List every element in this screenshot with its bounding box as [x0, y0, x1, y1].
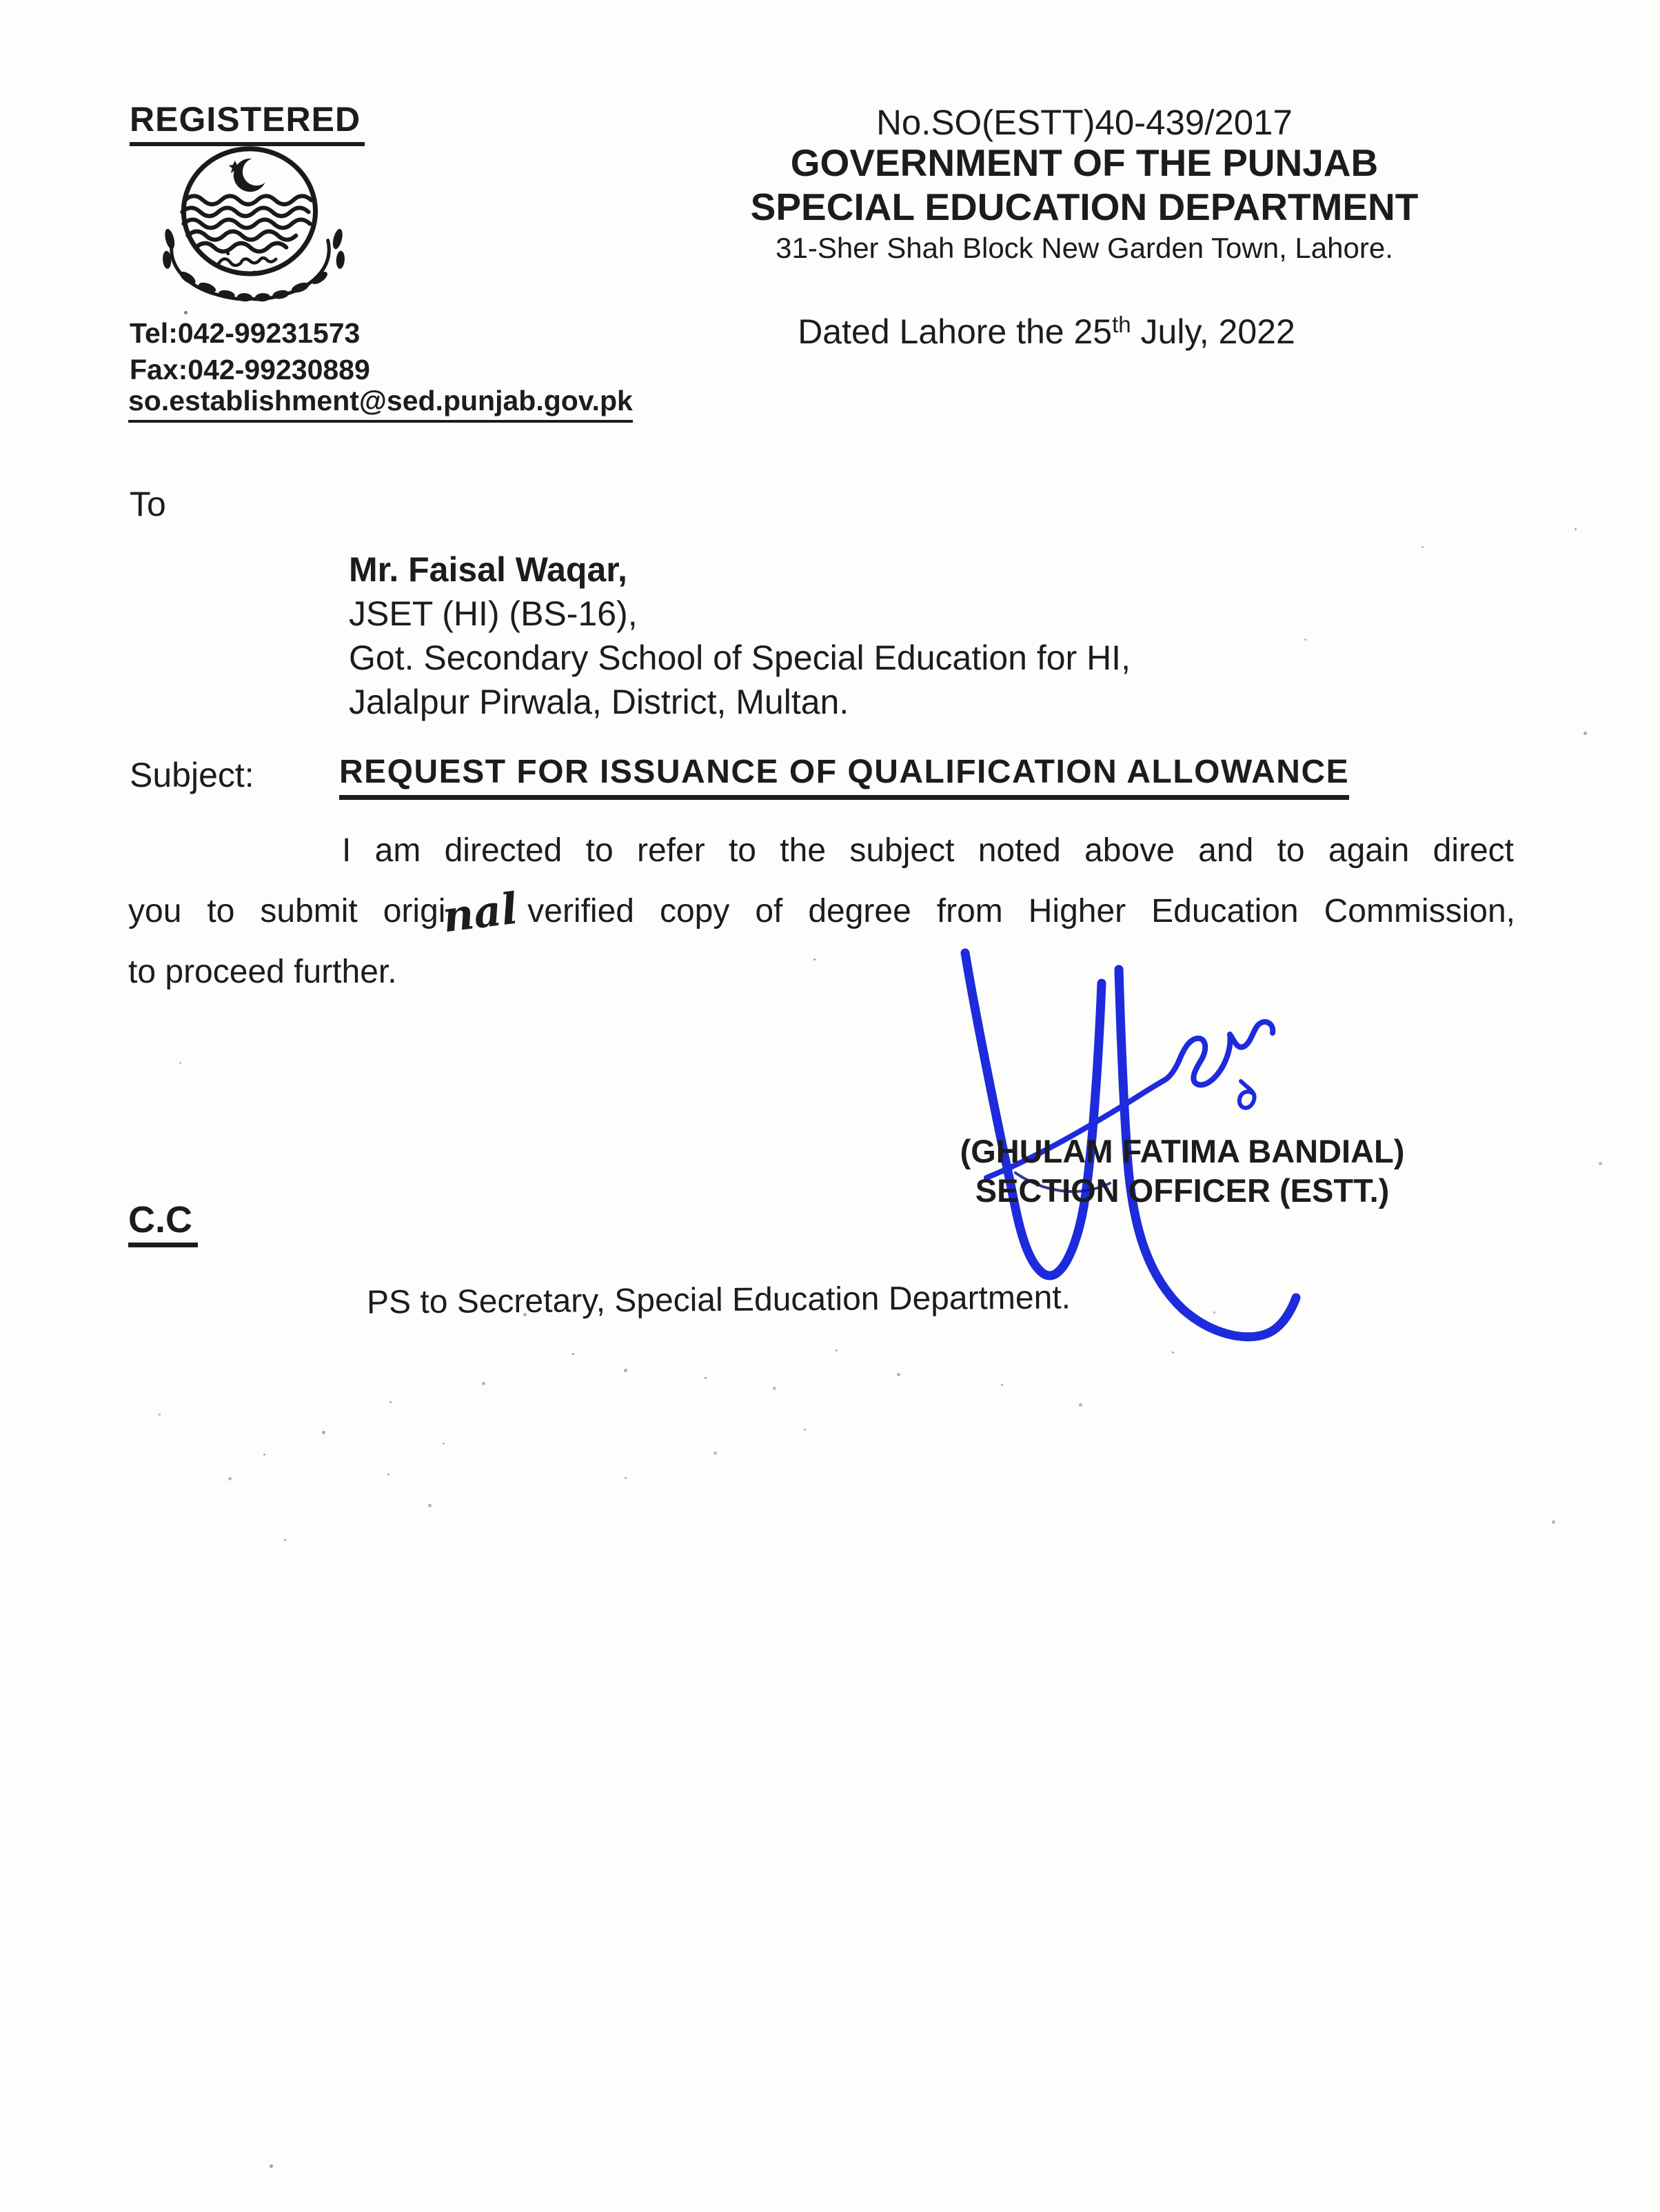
date-prefix: Dated Lahore the 25: [798, 312, 1113, 351]
handwritten-correction: nal: [440, 883, 521, 943]
body-line-1: I am directed to refer to the subject noted above and to again direct: [342, 832, 1514, 869]
date-ordinal: th: [1112, 312, 1131, 337]
cc-recipient: PS to Secretary, Special Education Department.: [366, 1279, 1071, 1321]
recipient-name: Mr. Faisal Waqar,: [349, 550, 627, 589]
reference-number: No.SO(ESTT)40-439/2017: [876, 103, 1293, 142]
subject-label: Subject:: [130, 756, 254, 794]
cc-label: C.C: [128, 1198, 198, 1247]
registered-label: REGISTERED: [130, 99, 365, 146]
department-title-line2: SPECIAL EDUCATION DEPARTMENT: [750, 185, 1419, 228]
to-label: To: [130, 485, 166, 523]
recipient-district: Jalalpur Pirwala, District, Multan.: [349, 683, 849, 721]
recipient-designation: JSET (HI) (BS-16),: [349, 594, 638, 633]
scan-noise-speckles: [0, 0, 2, 2]
body-line-2-typed-start: you to submit origi: [128, 893, 446, 929]
body-line-3: to proceed further.: [128, 954, 397, 990]
signatory-designation: SECTION OFFICER (ESTT.): [975, 1172, 1390, 1209]
punjab-government-emblem-icon: [146, 141, 361, 306]
recipient-address-block: [349, 547, 1131, 724]
department-address: 31-Sher Shah Block New Garden Town, Lahore.: [776, 232, 1393, 264]
subject-text: REQUEST FOR ISSUANCE OF QUALIFICATION ALLOWANCE: [339, 753, 1349, 800]
date-line: [633, 312, 1460, 352]
tel-line: Tel:042-99231573: [130, 317, 361, 349]
body-line-2-typed-end: verified copy of degree from Higher Education Commission,: [527, 893, 1515, 929]
date-suffix: July, 2022: [1131, 312, 1295, 351]
department-title-line1: GOVERNMENT OF THE PUNJAB: [790, 141, 1379, 184]
fax-line: Fax:042-99230889: [130, 354, 370, 385]
email-line: so.establishment@sed.punjab.gov.pk: [128, 385, 633, 423]
signatory-name: (GHULAM FATIMA BANDIAL): [960, 1133, 1405, 1169]
recipient-school: Got. Secondary School of Special Education for HI,: [349, 639, 1131, 677]
